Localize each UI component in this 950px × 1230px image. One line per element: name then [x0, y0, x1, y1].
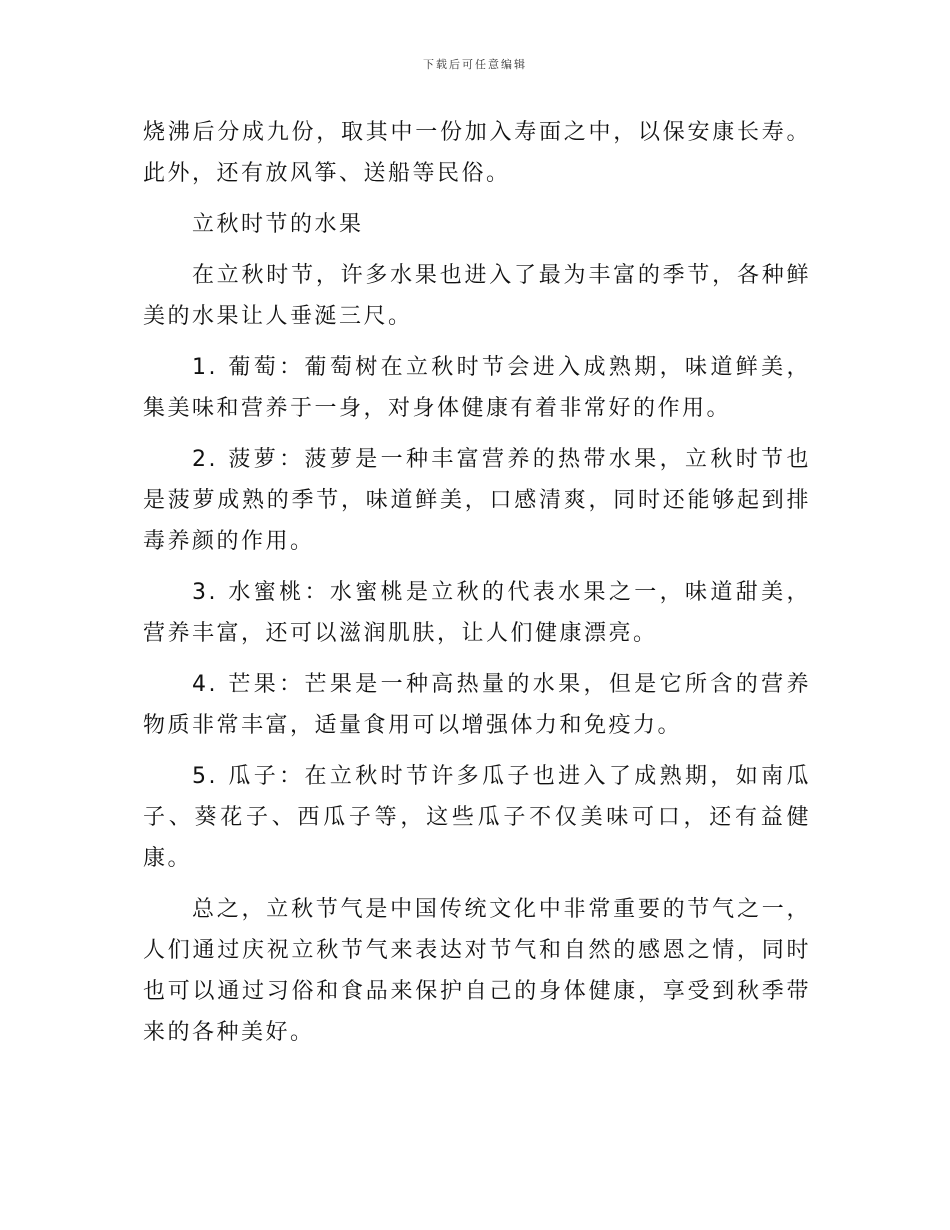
paragraph-fruits-intro: 在立秋时节，许多水果也进入了最为丰富的季节，各种鲜美的水果让人垂涎三尺。: [143, 263, 811, 329]
list-item-seeds: 5. 瓜子：在立秋时节许多瓜子也进入了成熟期，如南瓜子、葵花子、西瓜子等，这些瓜子不仅美味可口，还有益健康。: [143, 764, 811, 871]
paragraph-intro-continuation: 烧沸后分成九份，取其中一份加入寿面之中，以保安康长寿。此外，还有放风筝、送船等民俗。: [143, 120, 811, 186]
document-body: [143, 112, 811, 1063]
paragraph-conclusion: 总之，立秋节气是中国传统文化中非常重要的节气之一，人们通过庆祝立秋节气来表达对节气和自然的感恩之情，同时也可以通过习俗和食品来保护自己的身体健康，享受到秋季带来的各种美好。: [143, 897, 811, 1045]
list-item-peach: 3. 水蜜桃：水蜜桃是立秋的代表水果之一，味道甜美，营养丰富，还可以滋润肌肤，让人们健康漂亮。: [143, 580, 811, 646]
list-item-mango: 4. 芒果：芒果是一种高热量的水果，但是它所含的营养物质非常丰富，适量食用可以增强体力和免疫力。: [143, 672, 811, 738]
section-heading-fruits: 立秋时节的水果: [192, 212, 364, 237]
page-header: 下载后可任意编辑: [423, 58, 527, 71]
list-item-pineapple: 2. 菠萝：菠萝是一种丰富营养的热带水果，立秋时节也是菠萝成熟的季节，味道鲜美，口感清爽，同时还能够起到排毒养颜的作用。: [143, 447, 811, 554]
list-item-grape: 1. 葡萄：葡萄树在立秋时节会进入成熟期，味道鲜美，集美味和营养于一身，对身体健康有着非常好的作用。: [143, 355, 811, 421]
